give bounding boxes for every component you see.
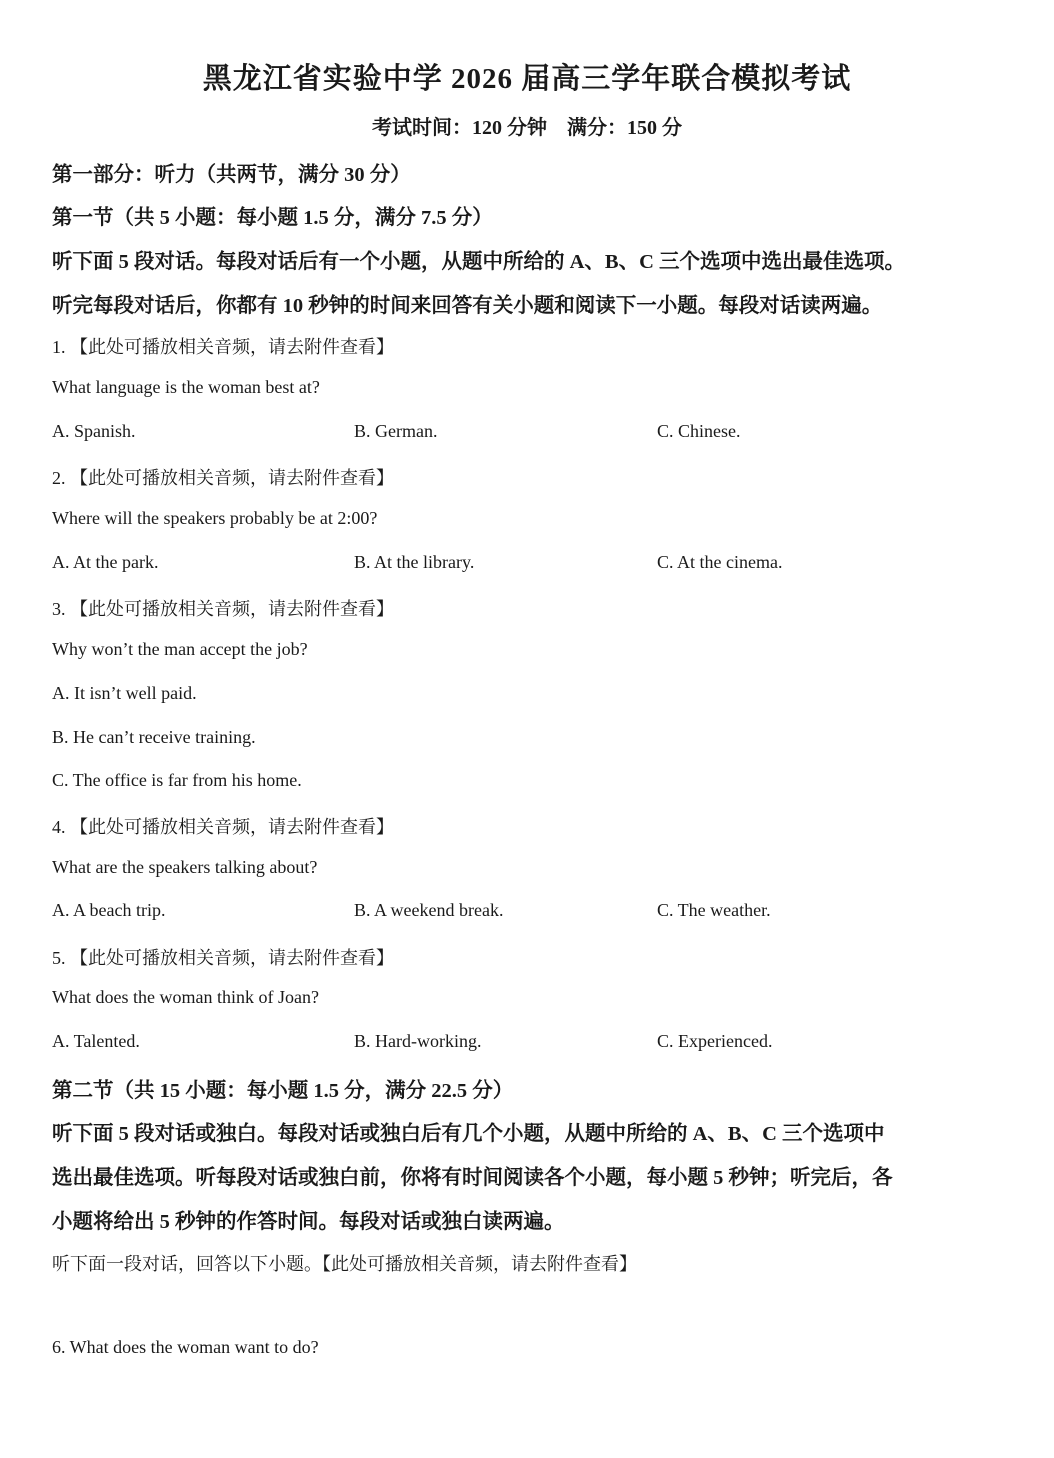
q3-option-a: A. It isn’t well paid. bbox=[52, 683, 197, 703]
exam-title: 黑龙江省实验中学 2026 届高三学年联合模拟考试 bbox=[202, 63, 852, 95]
q5-option-b: B. Hard-working. bbox=[354, 1031, 482, 1051]
q4-text: What are the speakers talking about? bbox=[52, 857, 318, 877]
q2-option-b: B. At the library. bbox=[354, 552, 475, 572]
q3-option-b: B. He can’t receive training. bbox=[52, 727, 256, 747]
q5-option-a: A. Talented. bbox=[52, 1031, 140, 1051]
q3-audio-prompt[interactable]: 3. 【此处可播放相关音频，请去附件查看】 bbox=[52, 599, 394, 619]
q2-audio-prompt[interactable]: 2. 【此处可播放相关音频，请去附件查看】 bbox=[52, 468, 394, 488]
q3-option-c: C. The office is far from his home. bbox=[52, 770, 302, 790]
q1-text: What language is the woman best at? bbox=[52, 377, 320, 397]
q1-option-a: A. Spanish. bbox=[52, 421, 136, 441]
q5-audio-prompt[interactable]: 5. 【此处可播放相关音频，请去附件查看】 bbox=[52, 948, 394, 968]
section1-heading: 第一节（共 5 小题：每小题 1.5 分，满分 7.5 分） bbox=[52, 207, 493, 229]
section2-instruction-1: 听下面 5 段对话或独白。每段对话或独白后有几个小题，从题中所给的 A、B、C 三个选项中 bbox=[52, 1123, 885, 1145]
q4-audio-prompt[interactable]: 4. 【此处可播放相关音频，请去附件查看】 bbox=[52, 817, 394, 837]
q2-text: Where will the speakers probably be at 2:00? bbox=[52, 508, 378, 528]
part1-heading: 第一部分：听力（共两节，满分 30 分） bbox=[52, 164, 411, 186]
q2-option-c: C. At the cinema. bbox=[657, 552, 783, 572]
dialog-audio-note[interactable]: 听下面一段对话，回答以下小题。【此处可播放相关音频，请去附件查看】 bbox=[52, 1254, 637, 1274]
section1-instruction-2: 听完每段对话后，你都有 10 秒钟的时间来回答有关小题和阅读下一小题。每段对话读两遍。 bbox=[52, 295, 883, 317]
q2-option-a: A. At the park. bbox=[52, 552, 159, 572]
section2-instruction-2: 选出最佳选项。听每段对话或独白前，你将有时间阅读各个小题，每小题 5 秒钟；听完后，各 bbox=[52, 1167, 893, 1189]
section1-instruction-1: 听下面 5 段对话。每段对话后有一个小题，从题中所给的 A、B、C 三个选项中选出最佳选项。 bbox=[52, 251, 906, 273]
section2-instruction-3: 小题将给出 5 秒钟的作答时间。每段对话或独白读两遍。 bbox=[52, 1211, 565, 1233]
q1-option-c: C. Chinese. bbox=[657, 421, 741, 441]
q5-option-c: C. Experienced. bbox=[657, 1031, 773, 1051]
q6-text: 6. What does the woman want to do? bbox=[52, 1337, 319, 1357]
q4-option-c: C. The weather. bbox=[657, 900, 771, 920]
q5-text: What does the woman think of Joan? bbox=[52, 987, 319, 1007]
q1-audio-prompt[interactable]: 1. 【此处可播放相关音频，请去附件查看】 bbox=[52, 337, 394, 357]
q1-option-b: B. German. bbox=[354, 421, 438, 441]
q4-option-a: A. A beach trip. bbox=[52, 900, 166, 920]
q4-option-b: B. A weekend break. bbox=[354, 900, 504, 920]
q3-text: Why won’t the man accept the job? bbox=[52, 639, 308, 659]
section2-heading: 第二节（共 15 小题：每小题 1.5 分，满分 22.5 分） bbox=[52, 1080, 514, 1102]
exam-subtitle: 考试时间：120 分钟 满分：150 分 bbox=[372, 117, 682, 139]
